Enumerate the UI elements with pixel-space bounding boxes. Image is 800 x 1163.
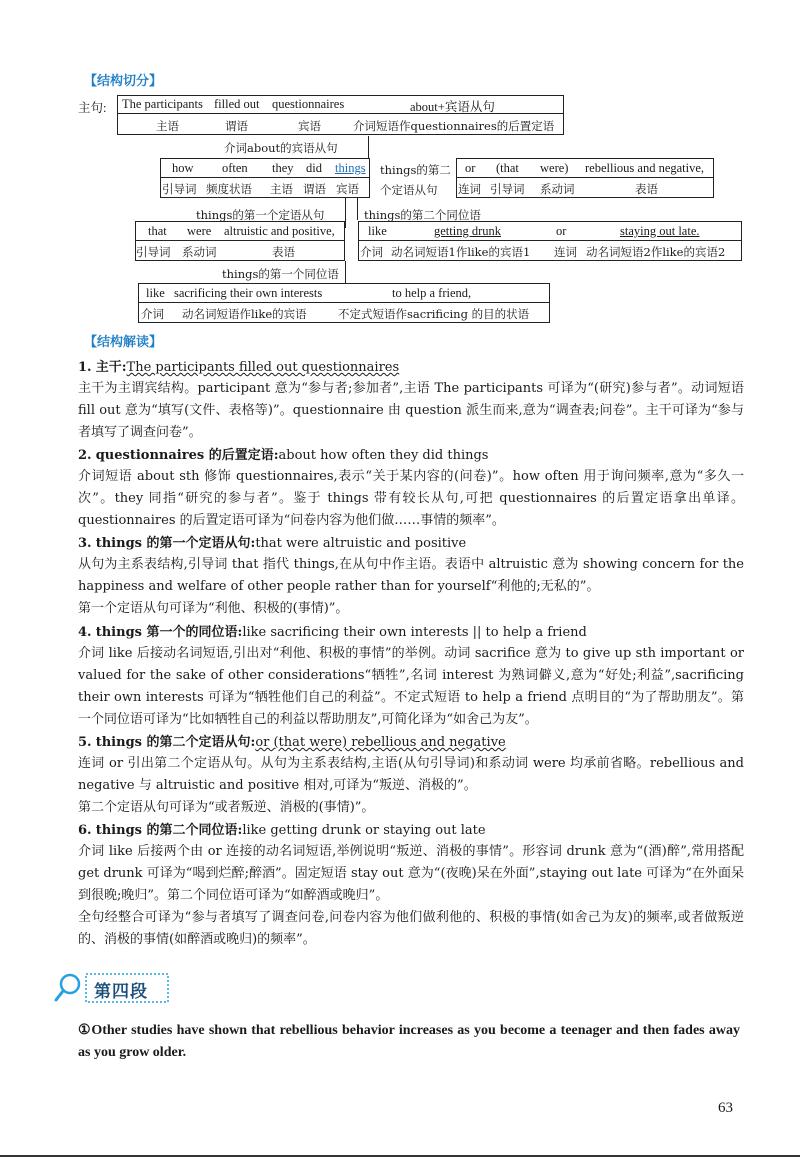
para-6b: 全句经整合可译为“参与者填写了调查问卷,问卷内容为他们做利他的、积极的事情(如舍己为友)的频率,或者做叛逆的、消极的事情(如醉酒或晚归)的频率”。 (78, 910, 744, 947)
para-3b: 第一个定语从句可译为“利他、积极的(事情)”。 (78, 601, 349, 616)
main-subject: The participants (122, 97, 203, 111)
para-3a: 从句为主系表结构,引导词 that 指代 things,在从句中作主语。表语中 altruistic 意为 showing concern for the happiness and welfare of other people rather than for yourself“利他的;无私的”。 (78, 557, 744, 594)
attr2-title-1: things的第二 (380, 163, 451, 177)
structure-label: 【结构切分】 (84, 74, 163, 89)
obj-clause-title: 介词about的宾语从句 (224, 141, 338, 155)
para-5b: 第二个定语从句可译为“或者叛逆、消极的(事情)”。 (78, 800, 375, 815)
reading-label: 【结构解读】 (84, 335, 163, 350)
final-sentence: ①Other studies have shown that rebellious behavior increases as you become a teenager and then fades away as you grow older. (78, 1023, 740, 1060)
item-3: 3. things 的第一个定语从句:that were altruistic and positive (78, 536, 467, 551)
section-header (52, 970, 172, 1006)
main-predicate: filled out (214, 97, 260, 111)
main-clause-prefix: 主句: (78, 101, 107, 115)
item-1: 1. 主干:The participants filled out questionnaires (78, 360, 400, 375)
appos2-title: things的第二个同位语 (364, 208, 481, 222)
item-6: 6. things 的第二个同位语:like getting drunk or staying out late (78, 823, 486, 838)
para-4: 介词 like 后接动名词短语,引出对“利他、积极的事情”的举例。动词 sacrifice 意为 to give up sth important or valued for the sake of other considerations“牺牲”,名词 interest 为熟词僻义,意为“好处;利益”,sacrificing their own interests 可译为“牺牲他们自己的利益”。不定式短语 to help a friend 点明目的“为了帮助朋友”。第一个同位语可译为“比如牺牲自己的利益以帮助朋友”,可简化译为“如舍己为友”。 (78, 646, 744, 727)
para-1: 主干为主谓宾结构。participant 意为“参与者;参加者”,主语 The participants 可译为“(研究)参与者”。动词短语 fill out 意为“填写(文件、表格等)”。questionnaire 由 question 派生而来,意为“调查表;问卷”。主干可译为“参与者填写了调查问卷”。 (78, 381, 744, 440)
tag-prep-attr: 介词短语作questionnaires的后置定语 (353, 119, 555, 133)
item-5: 5. things 的第二个定语从句:or (that were) rebellious and negative (78, 735, 506, 750)
para-6a: 介词 like 后接两个由 or 连接的动名词短语,举例说明“叛逆、消极的事情”。形容词 drunk 意为“(酒)醉”,常用搭配 get drunk 可译为“喝到烂醉;醉酒”。固定短语 stay out 意为“(夜晚)呆在外面”,staying out late 可译为“在外面呆到很晚;晚归”。第二个同位语可译为“如醉酒或晚归”。 (78, 844, 744, 903)
appos1-title: things的第一个同位语 (222, 267, 339, 281)
main-object: questionnaires (272, 97, 345, 111)
section-title: 第四段 (94, 982, 148, 1002)
attr2-title-2: 个定语从句 (380, 183, 438, 197)
page-number: 63 (718, 1100, 733, 1116)
item-2: 2. questionnaires 的后置定语:about how often they did things (78, 448, 489, 463)
main-prep-phrase: about+宾语从句 (410, 100, 495, 114)
attr1-title: things的第一个定语从句 (196, 208, 325, 222)
bottom-rule (0, 1155, 800, 1157)
item-4: 4. things 第一个的同位语:like sacrificing their own interests || to help a friend (78, 625, 587, 640)
tag-object: 宾语 (298, 119, 321, 133)
para-2: 介词短语 about sth 修饰 questionnaires,表示“关于某内容的(问卷)”。how often 用于询问频率,意为“多久一次”。they 同指“研究的参与者”。鉴于 things 带有较长从句,可把 questionnaires 的后置定语拿出单译。questionnaires 的后置定语可译为“问卷内容为他们做……事情的频率”。 (78, 469, 744, 528)
para-5a: 连词 or 引出第二个定语从句。从句为主系表结构,主语(从句引导词)和系动词 were 均承前省略。rebellious and negative 与 altruistic and positive 相对,可译为“叛逆、消极的”。 (78, 756, 744, 793)
tag-subject: 主语 (156, 119, 179, 133)
tag-predicate: 谓语 (225, 119, 248, 133)
